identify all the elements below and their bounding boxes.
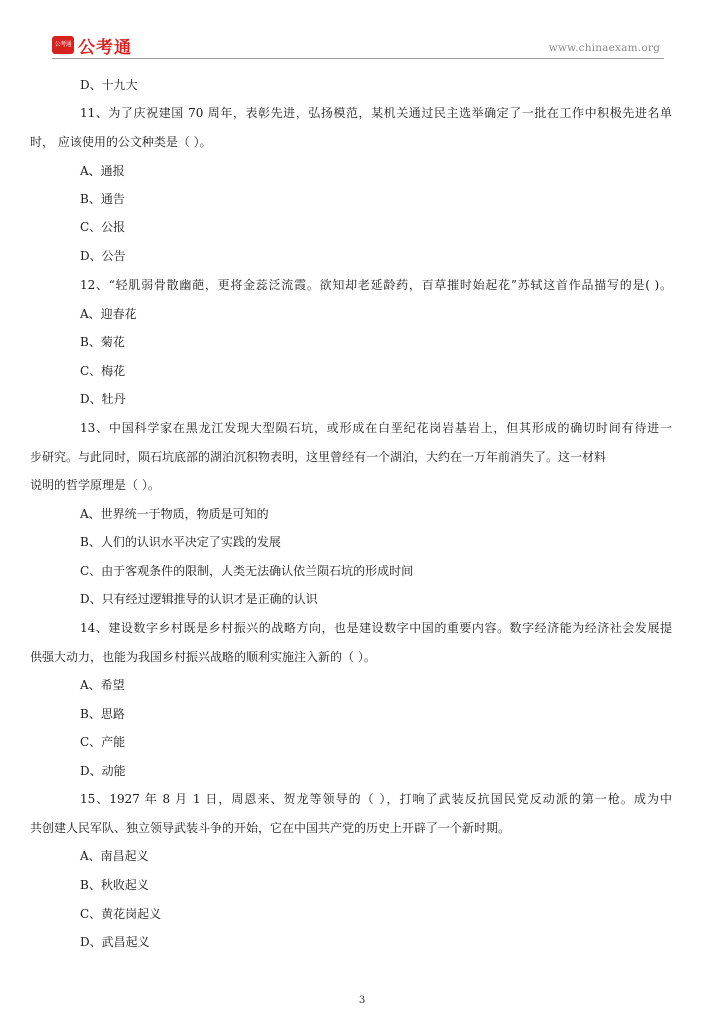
question-text: 12、“轻肌弱骨散幽葩，更将金蕊泛流霞。欲知却老延龄药，百草摧时始起花”苏轼这首作品描写的是( )。 (80, 278, 672, 292)
question-text: 15、1927 年 8 月 1 日，周恩来、贺龙等领导的（ ），打响了武装反抗国民党反动派的第一枪。成为中 (80, 792, 672, 806)
question-text: 共创建人民军队、独立领导武装斗争的开始，它在中国共产党的历史上开辟了一个新时期。 (30, 821, 511, 835)
page-number: 3 (358, 995, 366, 1006)
answer-option: C、公报 (80, 220, 126, 234)
question-text: 11、为了庆祝建国 70 周年，表彰先进，弘扬模范，某机关通过民主选举确定了一批在工作中积极先进名单 (80, 106, 672, 120)
answer-option: A、世界统一于物质，物质是可知的 (80, 507, 269, 521)
answer-option: B、通告 (80, 192, 125, 206)
brand-logo (52, 35, 132, 58)
question-text: 时， 应该使用的公文种类是（ ）。 (30, 135, 212, 149)
question-text: 说明的哲学原理是（ ）。 (30, 478, 160, 492)
header-divider (52, 58, 664, 59)
logo-badge: 公考通 (52, 36, 74, 54)
logo-text: 公考通 (78, 37, 132, 58)
answer-option: C、产能 (80, 735, 126, 749)
answer-option: D、牡丹 (80, 392, 126, 406)
question-text: 14、建设数字乡村既是乡村振兴的战略方向，也是建设数字中国的重要内容。数字经济能为经济社会发展提 (80, 621, 672, 635)
answer-option: A、通报 (80, 164, 125, 178)
answer-option: C、黄花岗起义 (80, 907, 162, 921)
page-header (52, 33, 664, 59)
answer-option: D、公告 (80, 249, 126, 263)
answer-option: D、动能 (80, 764, 126, 778)
answer-option: C、由于客观条件的限制，人类无法确认依兰陨石坑的形成时间 (80, 564, 414, 578)
answer-option: B、思路 (80, 707, 125, 721)
question-text: 步研究。与此同时，陨石坑底部的湖泊沉积物表明，这里曾经有一个湖泊，大约在一万年前消失了。这一材料 (30, 450, 607, 464)
answer-option: B、菊花 (80, 335, 125, 349)
answer-option: D、武昌起义 (80, 935, 150, 949)
answer-option: D、十九大 (80, 78, 138, 92)
answer-option: B、秋收起义 (80, 878, 149, 892)
site-url: www.chinaexam.org (548, 42, 660, 54)
answer-option: A、迎春花 (80, 307, 137, 321)
question-text: 13、中国科学家在黑龙江发现大型陨石坑，或形成在白垩纪花岗岩基岩上，但其形成的确切时间有待进一 (80, 421, 672, 435)
answer-option: D、只有经过逻辑推导的认识才是正确的认识 (80, 592, 318, 606)
question-text: 供强大动力，也能为我国乡村振兴战略的顺利实施注入新的（ ）。 (30, 650, 376, 664)
answer-option: C、梅花 (80, 364, 126, 378)
answer-option: B、人们的认识水平决定了实践的发展 (80, 535, 281, 549)
answer-option: A、希望 (80, 678, 125, 692)
answer-option: A、南昌起义 (80, 849, 149, 863)
